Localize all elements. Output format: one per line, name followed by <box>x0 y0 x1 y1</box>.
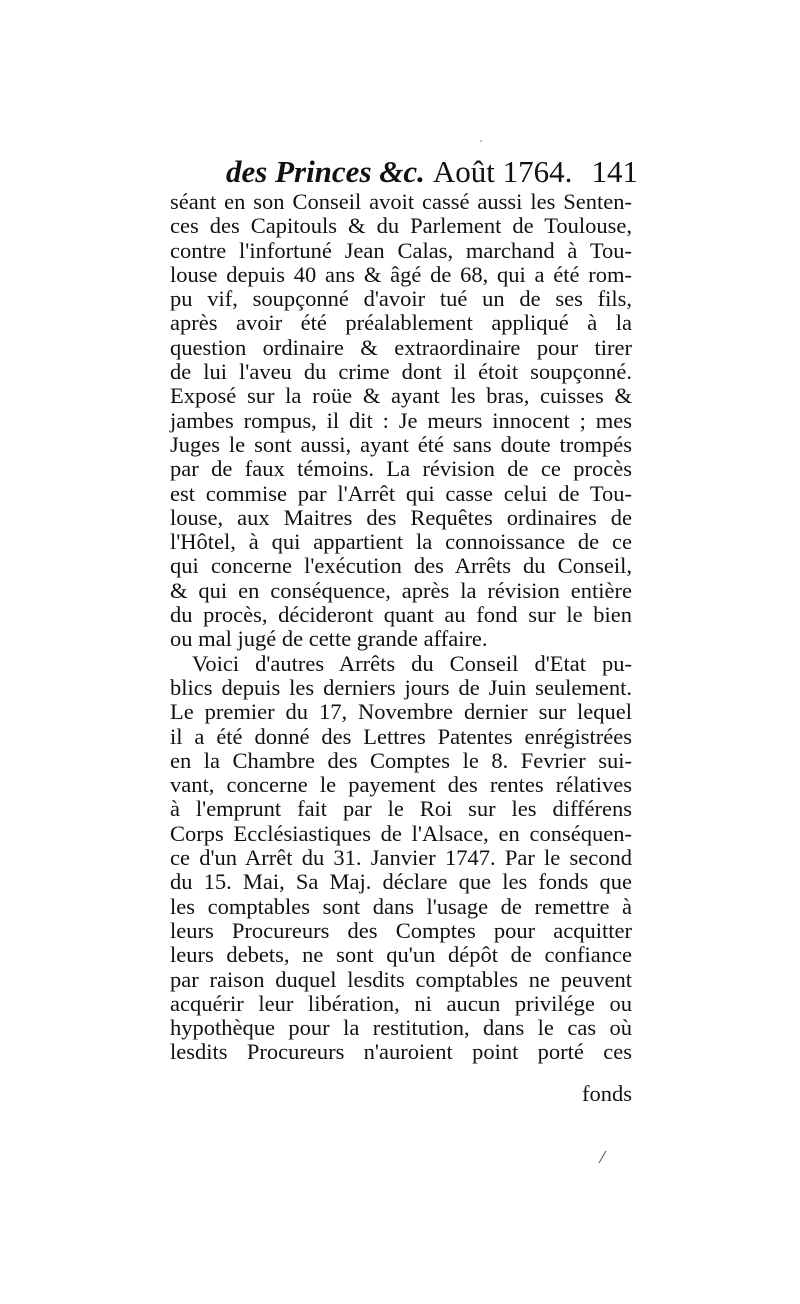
text-line: question ordinaire & extraordinaire pour tirer <box>170 334 632 360</box>
text-line: hypothèque pour la restitution, dans le cas où <box>170 1015 632 1041</box>
catchword: fonds <box>582 1081 632 1106</box>
running-head-date: Août 1764. <box>432 154 573 189</box>
text-line: Exposé sur la roüe & ayant les bras, cuisses & <box>170 383 632 409</box>
text-line: jambes rompus, il dit : Je meurs innocent ; mes <box>170 407 632 433</box>
text-line: l'Hôtel, à qui appartient la connoissance de ce <box>170 529 632 555</box>
text-line: du procès, décideront quant au fond sur le bien <box>170 602 632 628</box>
ink-speck <box>480 140 482 142</box>
running-head <box>226 152 638 192</box>
text-line: Voici d'autres Arrêts du Conseil d'Etat pu- <box>192 650 632 676</box>
text-line: louse, aux Maitres des Requêtes ordinaires de <box>170 504 632 530</box>
text-line: il a été donné des Lettres Patentes enrégistrées <box>170 723 632 749</box>
text-line: qui concerne l'exécution des Arrêts du Conseil, <box>170 553 632 579</box>
text-line: ou mal jugé de cette grande affaire. <box>170 626 488 652</box>
page-number: 141 <box>591 154 638 189</box>
text-line: blics depuis les derniers jours de Juin seulement. <box>170 674 632 700</box>
text-line: lesdits Procureurs n'auroient point porté ces <box>170 1039 632 1065</box>
text-line: après avoir été préalablement appliqué à la <box>170 310 632 336</box>
text-line: Corps Ecclésiastiques de l'Alsace, en conséquen- <box>170 820 632 846</box>
text-line: louse depuis 40 ans & âgé de 68, qui a été rom- <box>170 261 632 287</box>
text-line: séant en son Conseil avoit cassé aussi les Senten- <box>170 189 632 214</box>
text-line: ce d'un Arrêt du 31. Janvier 1747. Par le second <box>170 845 632 871</box>
text-line: en la Chambre des Comptes le 8. Fevrier sui- <box>170 747 632 773</box>
text-line: par raison duquel lesdits comptables ne peuvent <box>170 966 632 992</box>
body-text <box>170 190 632 1065</box>
text-line: à l'emprunt fait par le Roi sur les différens <box>170 796 632 822</box>
text-line: contre l'infortuné Jean Calas, marchand à Tou- <box>170 237 632 263</box>
text-line: leurs Procureurs des Comptes pour acquitter <box>170 917 632 943</box>
text-line: leurs debets, ne sont qu'un dépôt de confiance <box>170 942 632 968</box>
text-line: par de faux témoins. La révision de ce procès <box>170 456 632 482</box>
text-line: vant, concerne le payement des rentes rélatives <box>170 772 632 798</box>
text-line: ces des Capitouls & du Parlement de Toulouse, <box>170 213 632 239</box>
text-line: est commise par l'Arrêt qui casse celui de Tou- <box>170 480 632 506</box>
ink-mark <box>599 1151 607 1164</box>
text-line: Le premier du 17, Novembre dernier sur lequel <box>170 699 632 725</box>
running-head-title: des Princes &c. <box>226 154 425 189</box>
text-line: & qui en conséquence, après la révision entière <box>170 577 632 603</box>
text-line: acquérir leur libération, ni aucun privilége ou <box>170 990 632 1016</box>
text-line: Juges le sont aussi, ayant été sans doute trompés <box>170 431 632 457</box>
text-line: pu vif, soupçonné d'avoir tué un de ses fils, <box>170 286 632 312</box>
text-line: de lui l'aveu du crime dont il étoit soupçonné. <box>170 359 632 385</box>
text-line: du 15. Mai, Sa Maj. déclare que les fonds que <box>170 869 632 895</box>
text-line: les comptables sont dans l'usage de remettre à <box>170 893 632 919</box>
